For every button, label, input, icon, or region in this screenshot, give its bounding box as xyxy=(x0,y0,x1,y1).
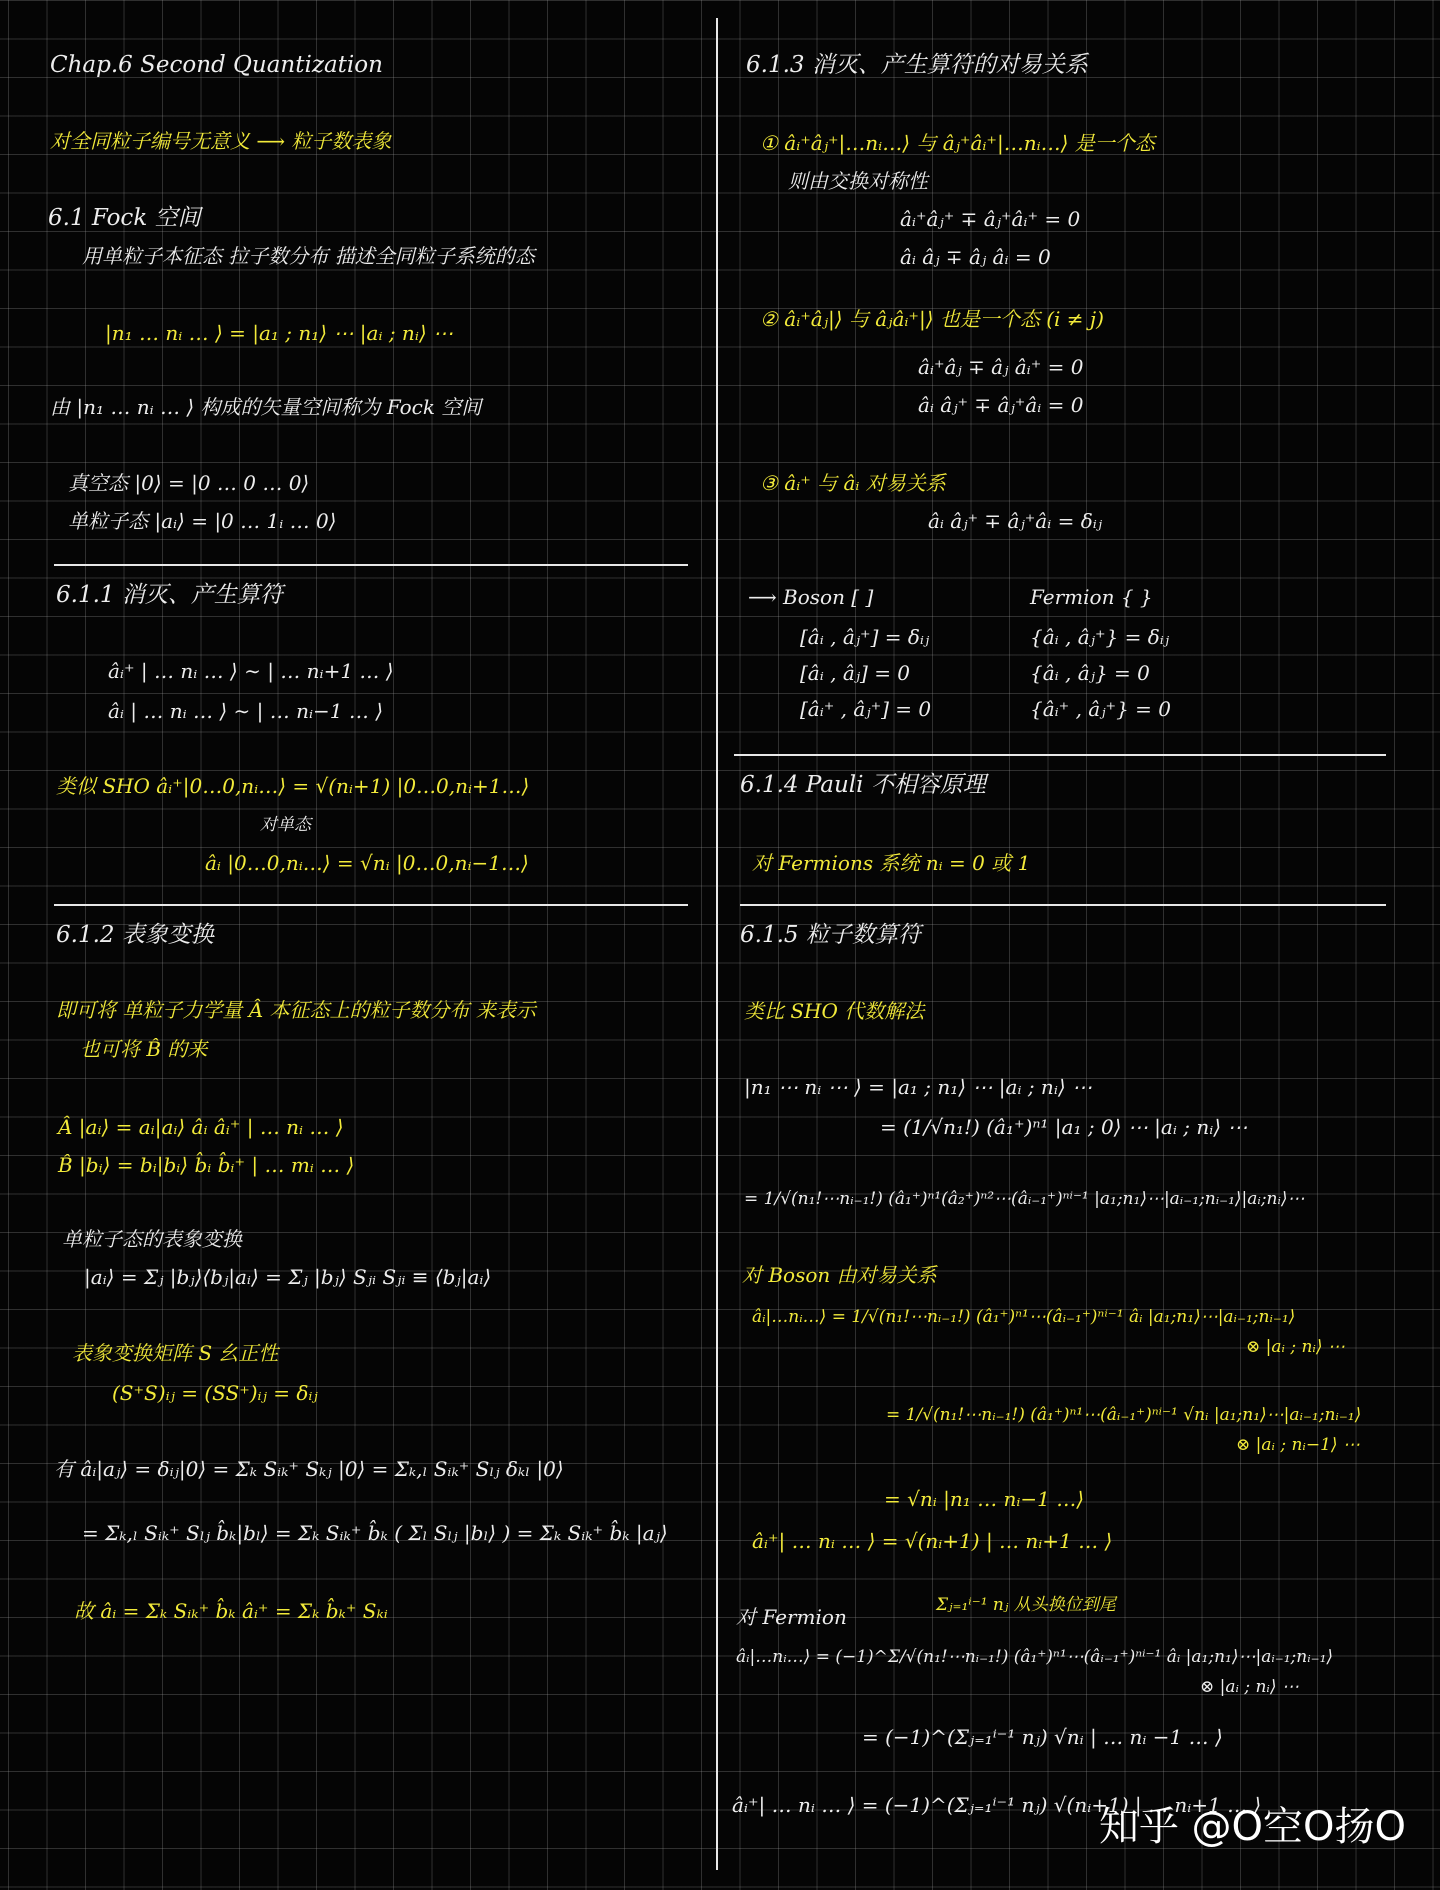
fermion-swap-note: Σⱼ₌₁ⁱ⁻¹ nⱼ 从头换位到尾 xyxy=(936,1595,1116,1615)
fock-space-def: 由 |n₁ … nᵢ … ⟩ 构成的矢量空间称为 Fock 空间 xyxy=(50,395,482,419)
boson-eq-1: âᵢ|…nᵢ…⟩ = 1/√(n₁!⋯nᵢ₋₁!) (â₁⁺)ⁿ¹⋯(âᵢ₋₁⁺)ⁿⁱ⁻¹ âᵢ |a₁;n₁⟩⋯|aᵢ₋₁;nᵢ₋₁⟩ xyxy=(752,1307,1296,1327)
boson-header: ⟶ Boson [ ] xyxy=(748,585,874,609)
divider-6-1-2 xyxy=(54,904,688,906)
fermion-rel-3: {âᵢ⁺ , âⱼ⁺} = 0 xyxy=(1030,697,1171,721)
b-eigen-eq: B̂ |bᵢ⟩ = bᵢ|bᵢ⟩ b̂ᵢ b̂ᵢ⁺ | … mᵢ … ⟩ xyxy=(58,1153,355,1177)
section-6-1-4-title: 6.1.4 Pauli 不相容原理 xyxy=(740,772,986,798)
number-state-eq-2: = (1/√n₁!) (â₁⁺)ⁿ¹ |a₁ ; 0⟩ ⋯ |aᵢ ; nᵢ⟩ ⋯ xyxy=(880,1115,1248,1139)
boson-rel-3: [âᵢ⁺ , âⱼ⁺] = 0 xyxy=(800,697,932,721)
section-6-1-desc: 用单粒子本征态 拉子数分布 描述全同粒子系统的态 xyxy=(82,244,535,268)
commute-eq-5: âᵢ âⱼ⁺ ∓ âⱼ⁺âᵢ = δᵢⱼ xyxy=(928,509,1103,533)
repr-line-1: 即可将 单粒子力学量 Â 本征态上的粒子数分布 来表示 xyxy=(56,998,536,1022)
number-state-eq-1: |n₁ ⋯ nᵢ ⋯ ⟩ = |a₁ ; n₁⟩ ⋯ |aᵢ ; nᵢ⟩ ⋯ xyxy=(744,1075,1092,1099)
number-state-eq-3: = 1/√(n₁!⋯nᵢ₋₁!) (â₁⁺)ⁿ¹(â₂⁺)ⁿ²⋯(âᵢ₋₁⁺)ⁿⁱ⁻¹ |a₁;n₁⟩⋯|aᵢ₋₁;nᵢ₋₁⟩|aᵢ;nᵢ⟩⋯ xyxy=(744,1189,1305,1209)
intro-line: 对全同粒子编号无意义 ⟶ 粒子数表象 xyxy=(50,129,392,153)
fermion-rel-2: {âᵢ , âⱼ} = 0 xyxy=(1030,661,1150,685)
fermion-eq-1: âᵢ|…nᵢ…⟩ = (−1)^Σ/√(n₁!⋯nᵢ₋₁!) (â₁⁺)ⁿ¹⋯(âᵢ₋₁⁺)ⁿⁱ⁻¹ âᵢ |a₁;n₁⟩⋯|aᵢ₋₁;nᵢ₋₁⟩ xyxy=(736,1647,1334,1667)
have-eq: 有 âᵢ|aⱼ⟩ = δᵢⱼ|0⟩ = Σₖ Sᵢₖ⁺ Sₖⱼ |0⟩ = Σₖ,ₗ Sᵢₖ⁺ Sₗⱼ δₖₗ |0⟩ xyxy=(54,1457,564,1481)
vacuum-state: 真空态 |0⟩ = |0 … 0 … 0⟩ xyxy=(68,471,310,495)
boson-rel-2: [âᵢ , âⱼ] = 0 xyxy=(800,661,911,685)
single-particle-transform-eq: |aᵢ⟩ = Σⱼ |bⱼ⟩⟨bⱼ|aᵢ⟩ = Σⱼ |bⱼ⟩ Sⱼᵢ Sⱼᵢ ≡ ⟨bⱼ|aᵢ⟩ xyxy=(84,1265,492,1289)
commute-eq-4: âᵢ âⱼ⁺ ∓ âⱼ⁺âᵢ = 0 xyxy=(918,393,1084,417)
fermion-eq-1-b: ⊗ |aᵢ ; nᵢ⟩ ⋯ xyxy=(1200,1677,1299,1697)
column-divider xyxy=(716,18,718,1870)
creation-op-eq: âᵢ⁺ | … nᵢ … ⟩ ∼ | … nᵢ+1 … ⟩ xyxy=(108,659,394,683)
boson-eq-1-b: ⊗ |aᵢ ; nᵢ⟩ ⋯ xyxy=(1246,1337,1345,1357)
boson-eq-2: = 1/√(n₁!⋯nᵢ₋₁!) (â₁⁺)ⁿ¹⋯(âᵢ₋₁⁺)ⁿⁱ⁻¹ √nᵢ |a₁;n₁⟩⋯|aᵢ₋₁;nᵢ₋₁⟩ xyxy=(886,1405,1362,1425)
annihilation-op-eq: âᵢ | … nᵢ … ⟩ ∼ | … nᵢ−1 … ⟩ xyxy=(108,699,384,723)
a-eigen-eq: Â |aᵢ⟩ = aᵢ|aᵢ⟩ âᵢ âᵢ⁺ | … nᵢ … ⟩ xyxy=(58,1115,344,1139)
fermion-eq-3: âᵢ⁺| … nᵢ … ⟩ = (−1)^(Σⱼ₌₁ⁱ⁻¹ nⱼ) √(nᵢ+1) | … nᵢ+1 … ⟩ xyxy=(732,1793,1262,1817)
result-eq: 故 âᵢ = Σₖ Sᵢₖ⁺ b̂ₖ âᵢ⁺ = Σₖ b̂ₖ⁺ Sₖᵢ xyxy=(74,1599,388,1623)
section-6-1-title: 6.1 Fock 空间 xyxy=(48,205,201,231)
pauli-body: 对 Fermions 系统 nᵢ = 0 或 1 xyxy=(752,851,1031,875)
chapter-title: Chap.6 Second Quantization xyxy=(50,52,383,78)
divider-6-1-1 xyxy=(54,564,688,566)
commute-eq-2: âᵢ âⱼ ∓ âⱼ âᵢ = 0 xyxy=(900,245,1051,269)
point-1-b: 则由交换对称性 xyxy=(788,169,928,193)
commute-eq-1: âᵢ⁺âⱼ⁺ ∓ âⱼ⁺âᵢ⁺ = 0 xyxy=(900,207,1081,231)
boson-eq-2-b: ⊗ |aᵢ ; nᵢ−1⟩ ⋯ xyxy=(1236,1435,1360,1455)
point-3: ③ âᵢ⁺ 与 âᵢ 对易关系 xyxy=(760,471,946,495)
boson-rel-1: [âᵢ , âⱼ⁺] = δᵢⱼ xyxy=(800,625,930,649)
expand-eq: = Σₖ,ₗ Sᵢₖ⁺ Sₗⱼ b̂ₖ|bₗ⟩ = Σₖ Sᵢₖ⁺ b̂ₖ ( Σₗ Sₗⱼ |bₗ⟩ ) = Σₖ Sᵢₖ⁺ b̂ₖ |aⱼ⟩ xyxy=(82,1521,668,1545)
sho-annihilation-eq: âᵢ |0…0,nᵢ…⟩ = √nᵢ |0…0,nᵢ−1…⟩ xyxy=(205,851,529,875)
transform-matrix-title: 表象变换矩阵 S 幺正性 xyxy=(72,1341,279,1365)
single-particle-state: 单粒子态 |aᵢ⟩ = |0 … 1ᵢ … 0⟩ xyxy=(68,509,337,533)
point-2: ② âᵢ⁺âⱼ|⟩ 与 âⱼâᵢ⁺|⟩ 也是一个态 (i ≠ j) xyxy=(760,307,1104,331)
zhihu-watermark: 知乎 @O空O扬O xyxy=(1098,1804,1406,1850)
sho-algebra-note: 类比 SHO 代数解法 xyxy=(744,999,925,1023)
fermion-rel-1: {âᵢ , âⱼ⁺} = δᵢⱼ xyxy=(1030,625,1170,649)
boson-case-title: 对 Boson 由对易关系 xyxy=(742,1263,937,1287)
fermion-eq-2: = (−1)^(Σⱼ₌₁ⁱ⁻¹ nⱼ) √nᵢ | … nᵢ −1 … ⟩ xyxy=(862,1725,1223,1749)
unitarity-eq: (S⁺S)ᵢⱼ = (SS⁺)ᵢⱼ = δᵢⱼ xyxy=(112,1381,318,1405)
sho-single-state-note: 对单态 xyxy=(260,815,311,835)
section-6-1-2-title: 6.1.2 表象变换 xyxy=(56,922,214,948)
section-6-1-3-title: 6.1.3 消灭、产生算符的对易关系 xyxy=(746,52,1088,78)
sho-analogy-eq: 类似 SHO âᵢ⁺|0…0,nᵢ…⟩ = √(nᵢ+1) |0…0,nᵢ+1…⟩ xyxy=(56,774,530,798)
section-6-1-5-title: 6.1.5 粒子数算符 xyxy=(740,922,921,948)
single-particle-transform-title: 单粒子态的表象变换 xyxy=(62,1227,242,1251)
divider-6-1-5 xyxy=(740,904,1386,906)
divider-6-1-4 xyxy=(734,754,1386,756)
section-6-1-1-title: 6.1.1 消灭、产生算符 xyxy=(56,582,283,608)
fermion-case-title: 对 Fermion xyxy=(736,1605,847,1629)
repr-line-2: 也可将 B̂ 的来 xyxy=(80,1037,208,1061)
fermion-header: Fermion { } xyxy=(1030,585,1153,609)
fock-state-eq: |n₁ … nᵢ … ⟩ = |a₁ ; n₁⟩ ⋯ |aᵢ ; nᵢ⟩ ⋯ xyxy=(105,321,453,345)
boson-eq-3: = √nᵢ |n₁ … nᵢ−1 …⟩ xyxy=(884,1487,1085,1511)
point-1: ① âᵢ⁺âⱼ⁺|…nᵢ…⟩ 与 âⱼ⁺âᵢ⁺|…nᵢ…⟩ 是一个态 xyxy=(760,131,1155,155)
commute-eq-3: âᵢ⁺âⱼ ∓ âⱼ âᵢ⁺ = 0 xyxy=(918,355,1084,379)
boson-eq-4: âᵢ⁺| … nᵢ … ⟩ = √(nᵢ+1) | … nᵢ+1 … ⟩ xyxy=(752,1529,1113,1553)
